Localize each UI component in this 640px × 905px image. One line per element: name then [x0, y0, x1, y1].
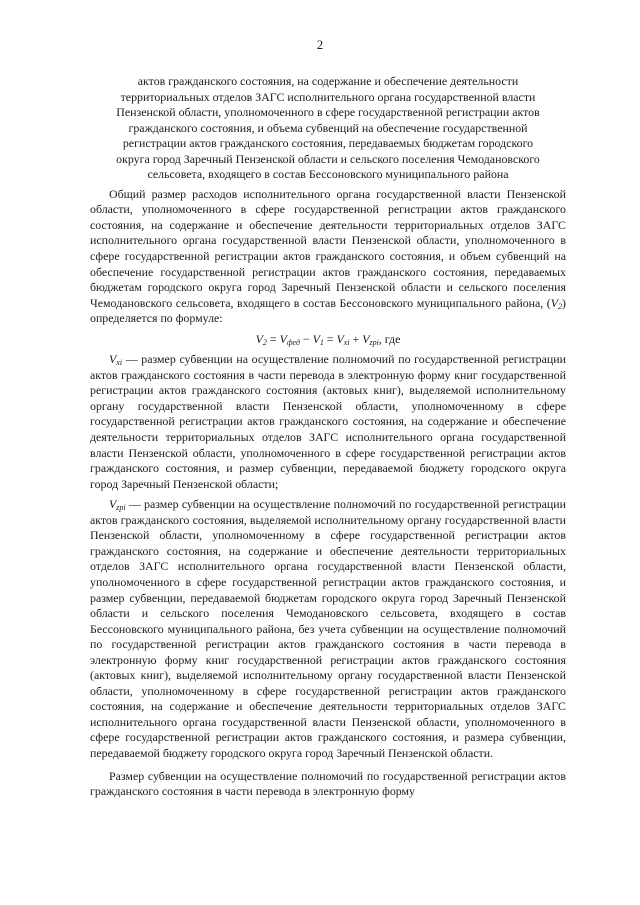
- paragraph-total-expenses: Общий размер расходов исполнительного органа государственной власти Пензенской области, уполномоченного в сфере государственной регистрации актов гражданского состояния, на содержание и обеспечение деятельности территориальных отделов ЗАГС исполнительного органа государственной власти Пензенской области, уполномоченного в сфере государственной регистрации актов гражданского состояния, и объем субвенций на обеспечение государственной регистрации актов гражданского состояния, передаваемых бюджетам городского округа город Заречный Пензенской области и сельского поселения Чемодановского сельсовета, входящего в состав Бессоновского муниципального района, $(V_2)$ определяется по формуле:: [90, 186, 566, 326]
- heading-line: сельсовета, входящего в состав Бессоновского муниципального района: [147, 167, 509, 182]
- paragraph-subvention-size: Размер субвенции на осуществление полномочий по государственной регистрации актов гражданского состояния в части перевода в электронную форму: [90, 768, 566, 799]
- variable-vzpi: $V_{zpi}$: [109, 497, 126, 513]
- heading-line: актов гражданского состояния, на содержание и обеспечение деятельности: [137, 74, 519, 88]
- heading-line: гражданского состояния, и объема субвенций на обеспечение государственной: [128, 120, 528, 135]
- paragraph-definition-vxi: $V_{хi}$ — размер субвенции на осуществление полномочий по государственной регистрации актов гражданского состояния в части перевода в электронную форму книг государственной регистрации актов гражданского состояния (актовых книг), выделяемой исполнительному органу государственной власти Пензенской области, уполномоченному в сфере государственной регистрации актов гражданского состояния, на содержание и обеспечение деятельности территориальных отделов ЗАГС исполнительного органа государственной власти Пензенской области, уполномоченного в сфере государственной регистрации актов гражданского состояния, и размер субвенции, передаваемой бюджету городского округа город Заречный Пензенской области;: [90, 352, 566, 491]
- variable-vxi: $V_{хi}$: [109, 352, 123, 368]
- heading-line: Пензенской области, уполномоченного в сфере государственной регистрации актов: [116, 105, 540, 120]
- document-body: [90, 74, 566, 805]
- paragraph-definition-vzpi: $V_{zpi}$ — размер субвенции на осуществление полномочий по государственной регистрации актов гражданского состояния, выделяемой исполнительному органу государственной власти Пензенской области, уполномоченному в сфере государственной регистрации актов гражданского состояния, на содержание и обеспечение деятельности территориальных отделов ЗАГС исполнительного органа государственной власти Пензенской области, уполномоченного в сфере государственной регистрации актов гражданского состояния, и размер субвенции, передаваемой бюджетам городского округа город Заречный Пензенской области и сельского поселения Чемодановского сельсовета, входящего в состав Бессоновского муниципального района, без учета субвенции на осуществление полномочий по государственной регистрации актов гражданского состояния в части перевода в электронную форму книг государственной регистрации актов гражданского состояния (актовых книг), выделяемой исполнительному органу государственной власти Пензенской области, уполномоченному в сфере государственной регистрации актов гражданского состояния, на содержание и обеспечение деятельности территориальных отделов ЗАГС исполнительного органа государственной власти Пензенской области, уполномоченного в сфере государственной регистрации актов гражданского состояния, и размера субвенции, передаваемой бюджету городского округа город Заречный Пензенской области.: [90, 497, 566, 760]
- variable-v2: $V_2$: [550, 295, 563, 311]
- section-heading: [90, 74, 566, 183]
- heading-line: округа город Заречный Пензенской области и сельского поселения Чемодановского: [116, 151, 540, 166]
- heading-line: регистрации актов гражданского состояния, передаваемых бюджетам городского: [122, 136, 534, 151]
- heading-line: территориальных отделов ЗАГС исполнительного органа государственной власти: [120, 89, 536, 104]
- formula: $V_2 = V_{фед} - V_1 = V_{хi} + V_{zpi}$, где: [255, 331, 401, 347]
- page-number: 2: [316, 38, 324, 52]
